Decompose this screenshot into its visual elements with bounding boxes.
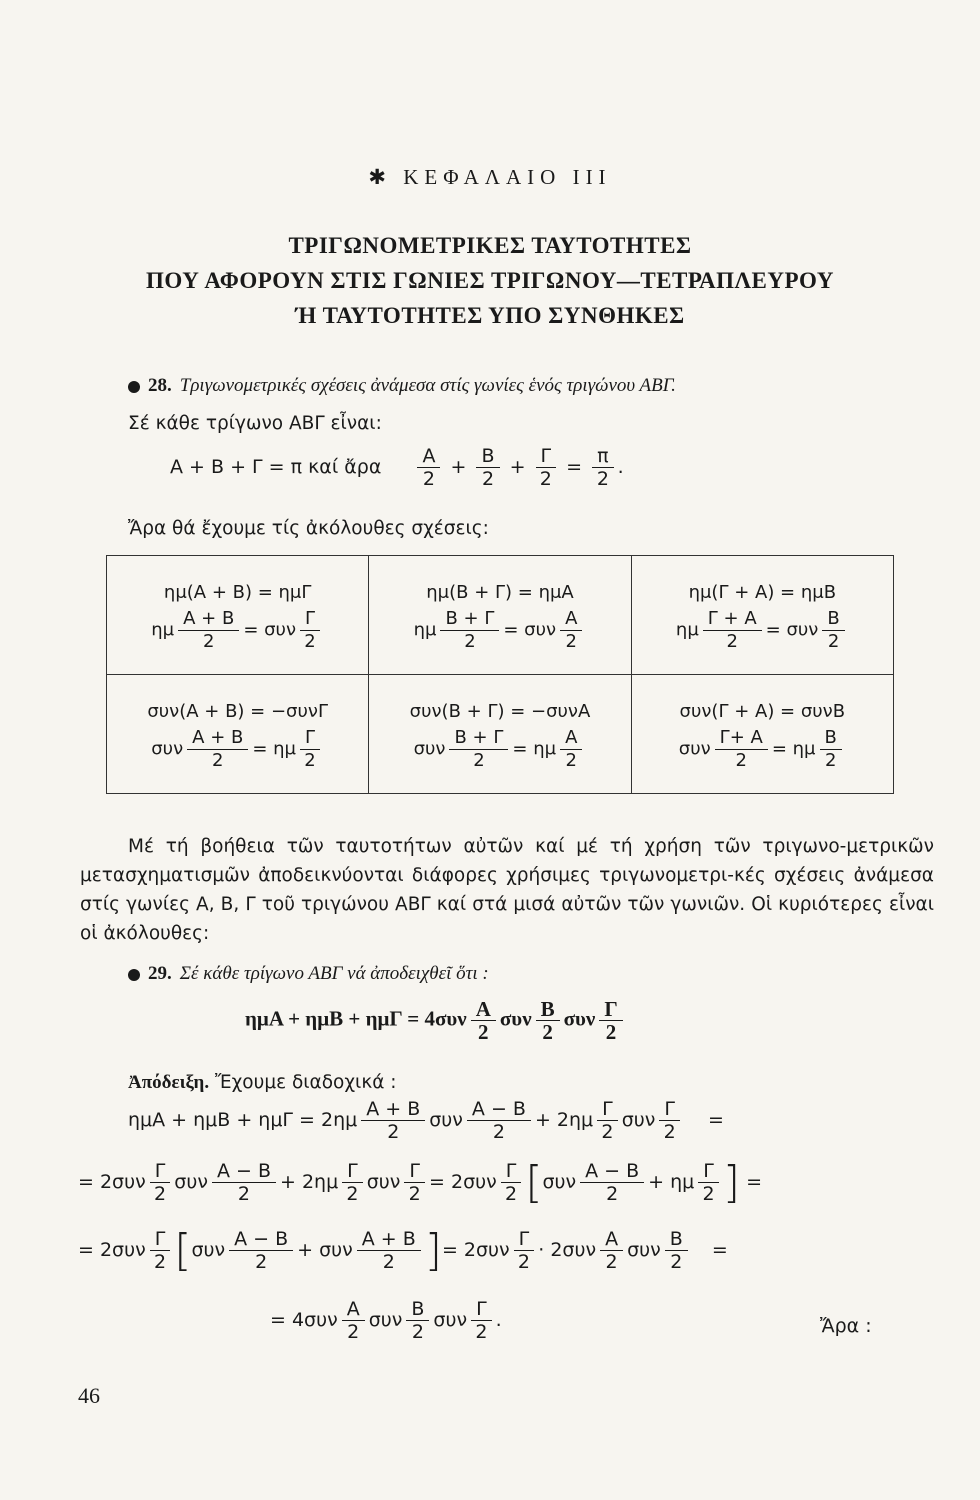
- bullet-icon: [128, 381, 140, 393]
- section-28-heading: 28. Τριγωνομετρικές σχέσεις ἀνάμεσα στίς γωνίες ἑνός τριγώνου ΑΒΓ.: [128, 375, 676, 397]
- proof-line-4: = 4συν $\frac{A}{2}$ συν $\frac{B}{2}$ συν $\frac{\Gamma}{2}$ .: [270, 1298, 502, 1343]
- section-29-heading: 29. Σέ κάθε τρίγωνο ΑΒΓ νά ἀποδειχθεῖ ὅτι :: [128, 963, 489, 985]
- paragraph: Μέ τή βοήθεια τῶν ταυτοτήτων αὐτῶν καί μέ τή χρήση τῶν τριγωνο-μετρικῶν μετασχηματισμῶν ἀποδεικνύονται διάφορες χρήσιμες τριγωνομετρι-κές σχέσεις ἀνάμεσα στίς γωνίες Α, Β, Γ τοῦ τριγώνου ΑΒΓ καί στά μισά αὐτῶν τῶν γωνιῶν. Οἱ κυριότερες εἶναι οἱ ἀκόλουθες:: [80, 836, 934, 944]
- table-row: [107, 675, 894, 794]
- table-cell: ημ(Α + Β) = ημΓ ημ $\frac{A + B}{2}$ = συν $\frac{\Gamma}{2}$: [107, 556, 369, 675]
- table-cell: συν(Α + Β) = −συνΓ συν $\frac{A + B}{2}$ = ημ $\frac{\Gamma}{2}$: [107, 675, 369, 794]
- proof-intro: Ἀπόδειξη. Ἔχουμε διαδοχικά :: [128, 1072, 397, 1093]
- table-row: [107, 556, 894, 675]
- proof-line-3: = 2συν $\frac{\Gamma}{2}$ [συν $\frac{A - B}{2}$ + συν $\frac{A + B}{2}$ ]= 2συν $\frac{\Gamma}{2}$ · 2συν $\frac{A}{2}$ συν $\frac{B}{2}$ =: [78, 1224, 728, 1276]
- theorem-equation: ημΑ + ημΒ + ημΓ = 4συν $\frac{A}{2}$ συν $\frac{B}{2}$ συν $\frac{\Gamma}{2}$: [245, 998, 627, 1043]
- table-cell: συν(Β + Γ) = −συνΑ συν $\frac{B + \Gamma}{2}$ = ημ $\frac{A}{2}$: [369, 675, 631, 794]
- bullet-icon: [128, 969, 140, 981]
- proof-line-2: = 2συν $\frac{\Gamma}{2}$ συν $\frac{A - B}{2}$ + 2ημ $\frac{\Gamma}{2}$ συν $\frac{\Gamma}{2}$ = 2συν $\frac{\Gamma}{2}$ [συν $\frac{A - B}{2}$ + ημ $\frac{\Gamma}{2}$ ] =: [78, 1156, 762, 1208]
- ara-label: Ἄρα :: [820, 1315, 872, 1337]
- table-cell: ημ(Γ + Α) = ημΒ ημ $\frac{\Gamma + A}{2}$ = συν $\frac{B}{2}$: [631, 556, 893, 675]
- table-cell: ημ(Β + Γ) = ημΑ ημ $\frac{B + \Gamma}{2}$ = συν $\frac{A}{2}$: [369, 556, 631, 675]
- chapter-title-line-1: ΤΡΙΓΩΝΟΜΕΤΡΙΚΕΣ ΤΑΥΤΟΤΗΤΕΣ: [288, 233, 692, 258]
- proof-line-1: ημΑ + ημΒ + ημΓ = 2ημ $\frac{A + B}{2}$ συν $\frac{A - B}{2}$ + 2ημ $\frac{\Gamma}{2}$ συν $\frac{\Gamma}{2}$ =: [128, 1098, 724, 1143]
- angle-sum-equation: Α + Β + Γ = π καί ἄρα $\frac{A}{2}$ + $\frac{B}{2}$ + $\frac{\Gamma}{2}$ = $\frac{\pi}{2}$ .: [170, 445, 624, 490]
- chapter-title-line-2: ΠΟΥ ΑΦΟΡΟΥΝ ΣΤΙΣ ΓΩΝΙΕΣ ΤΡΙΓΩΝΟΥ—ΤΕΤΡΑΠΛΕΥΡΟΥ: [146, 268, 834, 293]
- identities-table: [106, 555, 894, 794]
- table-cell: συν(Γ + Α) = συνΒ συν $\frac{\Gamma+ A}{2}$ = ημ $\frac{B}{2}$: [631, 675, 893, 794]
- intro2-text: Ἄρα θά ἔχουμε τίς ἀκόλουθες σχέσεις:: [128, 518, 489, 539]
- intro-text: Σέ κάθε τρίγωνο ΑΒΓ εἶναι:: [128, 413, 382, 434]
- chapter-title-line-3: Ή ΤΑΥΤΟΤΗΤΕΣ ΥΠΟ ΣΥΝΘΗΚΕΣ: [295, 303, 685, 328]
- chapter-heading: ✱ ΚΕΦΑΛΑΙΟ III: [368, 165, 612, 189]
- page-number: 46: [78, 1383, 100, 1408]
